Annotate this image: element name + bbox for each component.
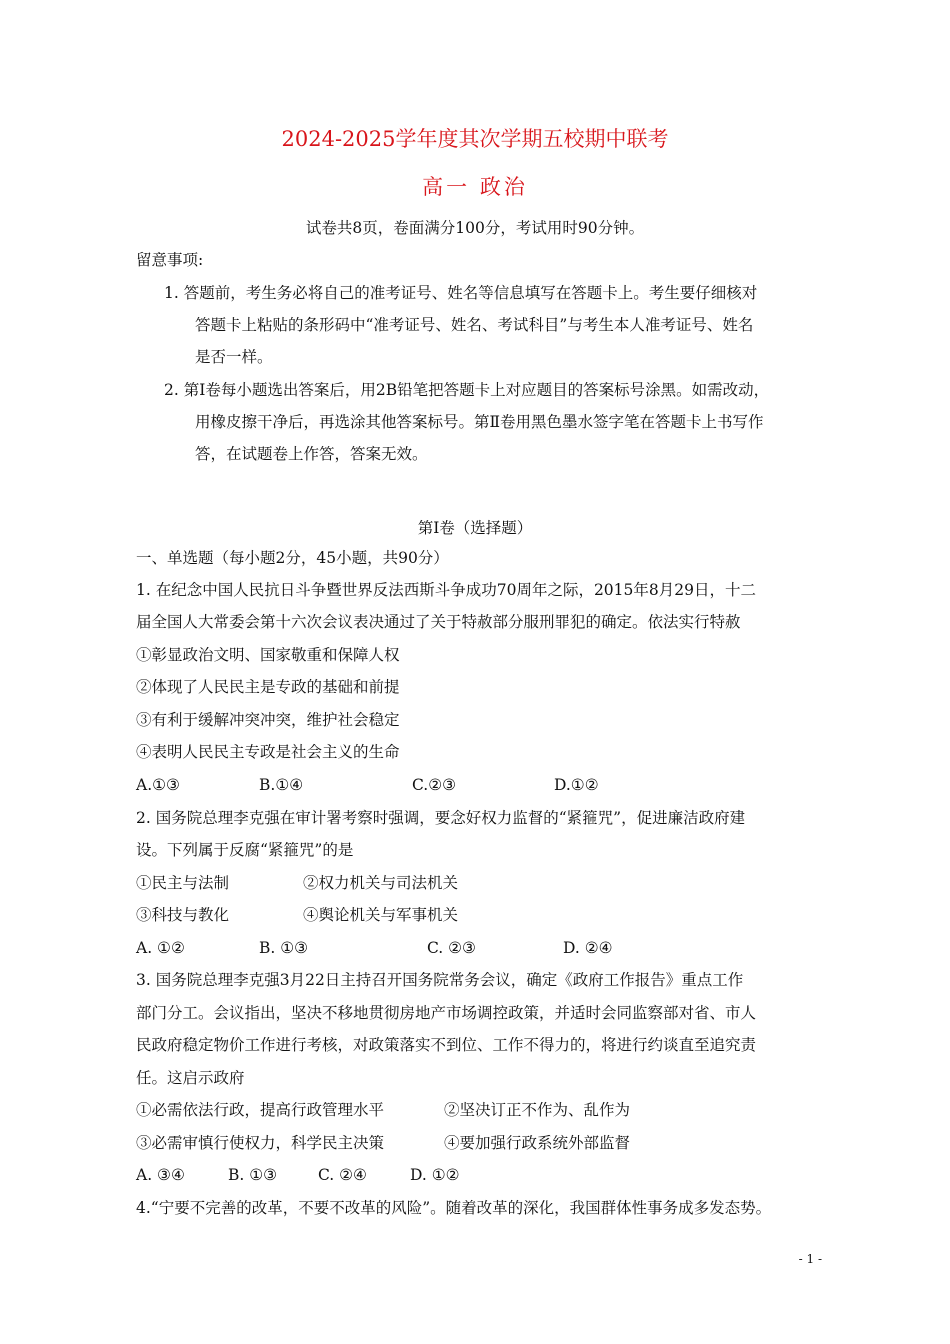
q3-option-b: B. ①③: [228, 1166, 278, 1184]
q1-item-4: ④表明人民民主专政是社会主义的生命: [136, 743, 400, 761]
q1-option-a: A.①③: [136, 776, 180, 794]
q3-stem-line-4: 任。这启示政府: [136, 1069, 245, 1087]
q1-option-d: D.①②: [554, 776, 599, 794]
note-2-line-1: 2. 第Ⅰ卷每小题选出答案后，用2B铅笔把答题卡上对应题目的答案标号涂黑。如需改动，: [164, 381, 770, 399]
q2-option-b: B. ①③: [259, 939, 309, 957]
q3-item-1: ①必需依法行政，提高行政管理水平: [136, 1101, 385, 1119]
note-1-line-3: 是否一样。: [195, 348, 273, 366]
q3-stem-line-1: 3. 国务院总理李克强3月22日主持召开国务院常务会议，确定《政府工作报告》重点工作: [136, 971, 744, 989]
note-1-line-1: 1. 答题前，考生务必将自己的准考证号、姓名等信息填写在答题卡上。考生要仔细核对: [164, 284, 758, 302]
q3-item-3: ③必需审慎行使权力，科学民主决策: [136, 1134, 385, 1152]
q2-item-1: ①民主与法制: [136, 874, 230, 892]
q2-option-c: C. ②③: [427, 939, 476, 957]
exam-info: 试卷共8页，卷面满分100分，考试用时90分钟。: [305, 219, 645, 237]
q2-item-4: ④舆论机关与军事机关: [303, 906, 459, 924]
q1-item-2: ②体现了人民民主是专政的基础和前提: [136, 678, 400, 696]
note-1-line-2: 答题卡上粘贴的条形码中“准考证号、姓名、考试科目”与考生本人准考证号、姓名: [195, 316, 754, 334]
exam-subject: 高一 政治: [422, 175, 528, 199]
q3-stem-line-2: 部门分工。会议指出，坚决不移地贯彻房地产市场调控政策，并适时会同监察部对省、市人: [136, 1004, 757, 1022]
q3-stem-line-3: 民政府稳定物价工作进行考核，对政策落实不到位、工作不得力的，将进行约谈直至追究责: [136, 1036, 757, 1054]
q2-option-a: A. ①②: [136, 939, 185, 957]
q3-option-d: D. ①②: [410, 1166, 460, 1184]
q1-stem-line-1: 1. 在纪念中国人民抗日斗争暨世界反法西斯斗争成功70周年之际，2015年8月29日，十二: [136, 581, 756, 599]
note-2-line-2: 用橡皮擦干净后，再选涂其他答案标号。第Ⅱ卷用黑色墨水签字笔在答题卡上书写作: [195, 413, 764, 431]
q2-stem-line-2: 设。下列属于反腐“紧箍咒”的是: [136, 841, 354, 859]
notes-heading: 留意事项:: [136, 251, 204, 269]
q2-stem-line-1: 2. 国务院总理李克强在审计署考察时强调，要念好权力监督的“紧箍咒”，促进廉洁政府建: [136, 809, 746, 827]
section-title: 第Ⅰ卷（选择题）: [417, 519, 533, 537]
exam-title: 2024-2025学年度其次学期五校期中联考: [281, 127, 669, 151]
note-2-line-3: 答，在试题卷上作答，答案无效。: [195, 445, 428, 463]
section-instruction: 一、单选题（每小题2分，45小题，共90分）: [136, 549, 449, 567]
q1-option-b: B.①④: [259, 776, 304, 794]
q3-item-4: ④要加强行政系统外部监督: [444, 1134, 631, 1152]
q2-option-d: D. ②④: [563, 939, 613, 957]
q3-option-c: C. ②④: [318, 1166, 367, 1184]
q2-item-2: ②权力机关与司法机关: [303, 874, 459, 892]
q4-stem-line-1: 4.“宁要不完善的改革，不要不改革的风险”。随着改革的深化，我国群体性事务成多发态势。: [136, 1199, 772, 1217]
q1-item-3: ③有利于缓解冲突冲突，维护社会稳定: [136, 711, 400, 729]
q1-stem-line-2: 届全国人大常委会第十六次会议表决通过了关于特赦部分服刑罪犯的确定。依法实行特赦: [136, 613, 741, 631]
page-number: - 1 -: [798, 1252, 822, 1266]
q1-option-c: C.②③: [412, 776, 457, 794]
q3-option-a: A. ③④: [136, 1166, 185, 1184]
q2-item-3: ③科技与教化: [136, 906, 230, 924]
q1-item-1: ①彰显政治文明、国家敬重和保障人权: [136, 646, 400, 664]
q3-item-2: ②坚决订正不作为、乱作为: [444, 1101, 631, 1119]
